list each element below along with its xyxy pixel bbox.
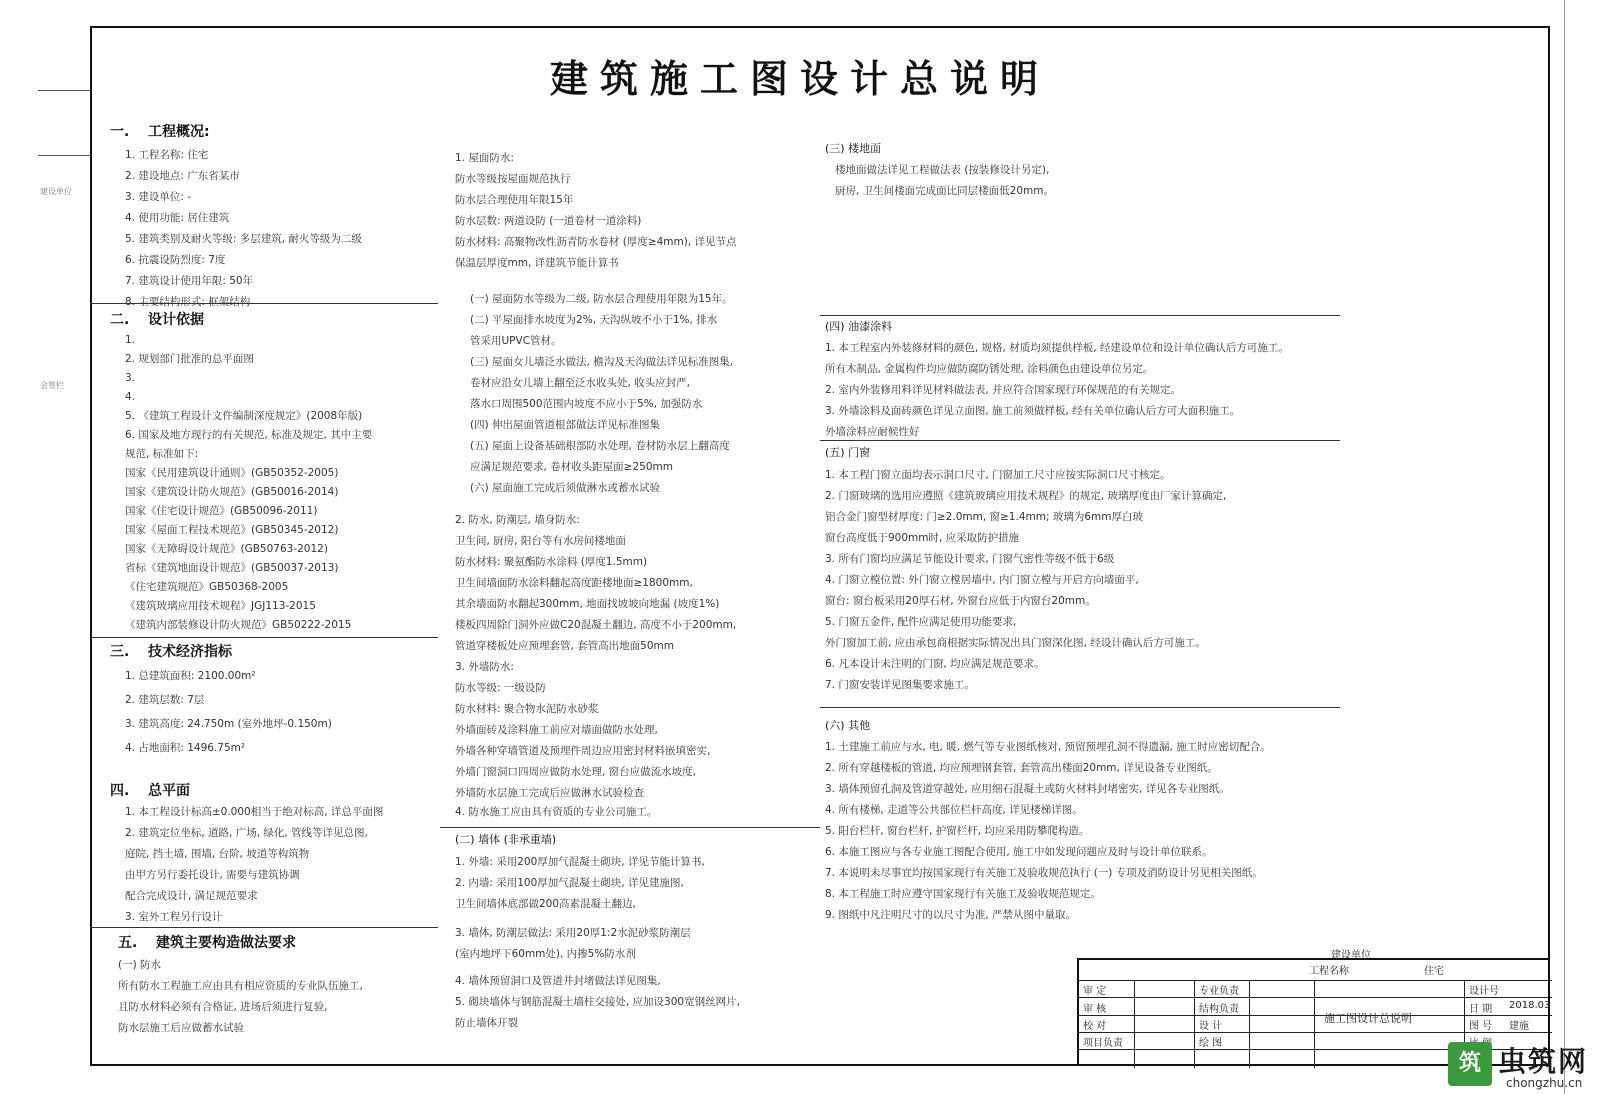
title-block-rule — [1079, 980, 1552, 981]
site-plan-line: 配合完成设计, 满足规范要求 — [125, 890, 258, 902]
mid-line: 1. 屋面防水: — [455, 152, 514, 164]
mid-line: 管采用UPVC管材。 — [470, 335, 562, 347]
section-divider — [820, 440, 1340, 441]
mid-line: 外墙门窗洞口四周应做防水处理, 窗台应做流水坡度, — [455, 766, 697, 778]
right-line: 4. 所有楼梯, 走道等公共部位栏杆高度, 详见楼梯详图。 — [825, 804, 1083, 816]
basis-line: 6. 国家及地方现行的有关规范, 标准及规定, 其中主要 — [125, 429, 373, 441]
basis-line: 国家《无障碍设计规范》(GB50763-2012) — [125, 543, 328, 555]
mid-line — [455, 915, 820, 923]
title-block-rule — [1249, 980, 1250, 1068]
basis-line: 国家《屋面工程技术规范》(GB50345-2012) — [125, 524, 339, 536]
mid-line: (六) 屋面施工完成后须做淋水或蓄水试验 — [470, 482, 661, 494]
title-block-rule — [1194, 980, 1195, 1068]
basis-line: 国家《住宅设计规范》(GB50096-2011) — [125, 505, 318, 517]
mid-line: 卫生间墙面防水涂料翻起高度距楼地面≥1800mm, — [455, 577, 693, 589]
date-label: 日 期 — [1469, 1004, 1493, 1015]
site-plan-line: 由甲方另行委托设计, 需要与建筑协调 — [125, 869, 300, 881]
indicators-list — [125, 664, 435, 760]
drafter-label: 绘 图 — [1199, 1038, 1223, 1049]
title-block-rule — [1079, 997, 1552, 998]
section-divider — [90, 637, 438, 638]
margin-divider — [38, 155, 90, 156]
mid-line: (室内地坪下60mm处), 内掺5%防水剂 — [455, 948, 636, 960]
site-plan-line: 2. 建筑定位坐标, 道路, 广场, 绿化, 管线等详见总图, — [125, 827, 368, 839]
mid-line: (三) 屋面女儿墙泛水做法, 檐沟及天沟做法详见标准图集, — [470, 356, 734, 368]
basis-line: 2. 规划部门批准的总平面图 — [125, 353, 254, 365]
overview-line: 6. 抗震设防烈度: 7度 — [125, 254, 226, 266]
date-value: 2018.03 — [1509, 1000, 1551, 1011]
right-line: 3. 所有门窗均应满足节能设计要求, 门窗气密性等级不低于6级 — [825, 553, 1115, 565]
structure-lead-label: 结构负责 — [1199, 1004, 1239, 1015]
site-plan-line: 1. 本工程设计标高±0.000相当于绝对标高, 详总平面图 — [125, 806, 384, 818]
indicator-line: 2. 建筑层数: 7层 — [125, 694, 205, 706]
mid-line: 防水材料: 高聚物改性沥青防水卷材 (厚度≥4mm), 详见节点 — [455, 236, 737, 248]
basis-list — [125, 331, 435, 635]
basis-line: 5. 《建筑工程设计文件编制深度规定》(2008年版) — [125, 410, 363, 422]
mid-line: 防水材料: 聚合物水泥防水砂浆 — [455, 703, 599, 715]
section-heading-construction: 五. 建筑主要构造做法要求 — [118, 935, 296, 951]
indicator-line: 3. 建筑高度: 24.750m (室外地坪-0.150m) — [125, 718, 332, 730]
overview-list — [125, 145, 425, 313]
right-line: 1. 土建施工前应与水, 电, 暖, 燃气等专业图纸核对, 预留预埋孔洞不得遗漏, 施工时应密切配合。 — [825, 741, 1271, 753]
right-line: 9. 图纸中凡注明尺寸的以尺寸为准, 严禁从图中量取。 — [825, 909, 1077, 921]
wall-block — [455, 852, 820, 1034]
designer-label: 设 计 — [1199, 1021, 1223, 1032]
mid-line: 2. 内墙: 采用100厚加气混凝土砌块, 详见建施图, — [455, 877, 684, 889]
overview-line: 3. 建设单位: - — [125, 191, 192, 203]
mid-line: 卷材应沿女儿墙上翻至泛水收头处, 收头应封严, — [470, 377, 691, 389]
basis-line: 4. — [125, 391, 136, 403]
project-value: 住宅 — [1424, 966, 1444, 977]
watermark-url: chongzhu.cn — [1506, 1076, 1583, 1090]
mid-line: 卫生间墙体底部做200高素混凝土翻边, — [455, 898, 636, 910]
watermark — [1448, 1040, 1596, 1094]
basis-line: 《建筑内部装修设计防火规范》GB50222-2015 — [125, 619, 352, 631]
mid-line: 4. 防水施工应由具有资质的专业公司施工。 — [455, 806, 658, 818]
paint-block — [825, 338, 1345, 443]
basis-line: 《建筑玻璃应用技术规程》JGJ113-2015 — [125, 600, 316, 612]
damp-proof-block — [455, 510, 820, 657]
mid-line: 2. 防水, 防潮层, 墙身防水: — [455, 514, 580, 526]
right-line: 1. 本工程门窗立面均表示洞口尺寸, 门窗加工尺寸应按实际洞口尺寸核定。 — [825, 469, 1171, 481]
right-line: 所有木制品, 金属构件均应做防腐防锈处理, 涂料颜色由建设单位另定。 — [825, 363, 1154, 375]
basis-line: 国家《建筑设计防火规范》(GB50016-2014) — [125, 486, 339, 498]
sheet-value: 建施 — [1509, 1021, 1529, 1032]
construction-line: 防水层施工后应做蓄水试验 — [118, 1022, 244, 1034]
overview-line: 4. 使用功能: 居住建筑 — [125, 212, 230, 224]
watermark-name: 虫筑网 — [1498, 1045, 1589, 1078]
margin-note: 会签栏 — [40, 381, 64, 390]
right-line: 2. 所有穿越楼板的管道, 均应预埋钢套管, 套管高出楼面20mm, 详见设备专业图纸。 — [825, 762, 1218, 774]
right-line: 7. 本说明未尽事宜均按国家现行有关施工及验收规范执行 (一) 专项及消防设计另见相关图纸。 — [825, 867, 1263, 879]
mid-line: 1. 外墙: 采用200厚加气混凝土砌块, 详见节能计算书, — [455, 856, 705, 868]
mid-line: 管道穿楼板处应预埋套管, 套管高出地面50mm — [455, 640, 674, 652]
indicator-line: 4. 占地面积: 1496.75m² — [125, 742, 246, 754]
mid-line: 落水口周围500范围内坡度不应小于5%, 加强防水 — [470, 398, 703, 410]
section-heading-indicators: 三. 技术经济指标 — [110, 644, 232, 660]
basis-line: 3. — [125, 372, 136, 384]
mid-line: 保温层厚度mm, 详建筑节能计算书 — [455, 257, 619, 269]
roof-notes-block — [470, 289, 820, 499]
overview-line: 7. 建筑设计使用年限: 50年 — [125, 275, 254, 287]
client-label: 建设单位 — [1331, 950, 1371, 961]
section-divider — [820, 315, 1340, 316]
mid-line: 外墙各种穿墙管道及预埋件周边应用密封材料嵌填密实, — [455, 745, 711, 757]
mid-line: 应满足规范要求, 卷材收头距屋面≥250mm — [470, 461, 673, 473]
right-line: 3. 墙体预留孔洞及管道穿越处, 应用细石混凝土或防火材料封堵密实, 详见各专业图纸。 — [825, 783, 1230, 795]
right-line: 外墙涂料应耐候性好 — [825, 426, 920, 438]
mid-line: (一) 屋面防水等级为二级, 防水层合理使用年限为15年。 — [470, 293, 733, 305]
basis-line: 规范, 标准如下: — [125, 448, 199, 460]
drawing-no-label: 设计号 — [1469, 986, 1499, 997]
right-line: 7. 门窗安装详见图集要求施工。 — [825, 679, 975, 691]
site-plan-line: 庭院, 挡土墙, 围墙, 台阶, 坡道等构筑物 — [125, 848, 310, 860]
mid-line: 3. 外墙防水: — [455, 661, 514, 673]
construction-line: (一) 防水 — [118, 959, 162, 971]
mid-line: 3. 墙体, 防潮层做法: 采用20厚1:2水泥砂浆防潮层 — [455, 927, 691, 939]
project-lead-label: 项目负责 — [1083, 1038, 1123, 1049]
review-label: 审 核 — [1083, 1004, 1107, 1015]
right-line: 厨房, 卫生间楼面完成面比同层楼面低20mm。 — [835, 185, 1054, 197]
right-line: 窗台: 窗台板采用20厚石材, 外窗台应低于内窗台20mm。 — [825, 595, 1096, 607]
mid-line: 防水层合理使用年限15年 — [455, 194, 574, 206]
basis-line: 《住宅建筑规范》GB50368-2005 — [125, 581, 289, 593]
section-divider — [820, 707, 1340, 708]
drawing-title: 建筑施工图设计总说明 — [549, 56, 1050, 101]
sheet-edge — [1564, 0, 1565, 1094]
right-line: 3. 外墙涂料及面砖颜色详见立面图, 施工前须做样板, 经有关单位确认后方可大面积施工。 — [825, 405, 1241, 417]
section-heading-overview: 一. 工程概况: — [110, 124, 210, 140]
basis-line: 1. — [125, 334, 136, 346]
right-line: 窗台高度低于900mm时, 应采取防护措施 — [825, 532, 1020, 544]
overview-line: 2. 建设地点: 广东省某市 — [125, 170, 240, 182]
right-line: 5. 门窗五金件, 配件应满足使用功能要求, — [825, 616, 1017, 628]
margin-note: 建设单位 — [40, 187, 72, 196]
approve-label: 审 定 — [1083, 986, 1107, 997]
overview-line: 1. 工程名称: 住宅 — [125, 149, 209, 161]
drawing-title-cell: 施工图设计总说明 — [1324, 1012, 1412, 1025]
roof-waterproof-block — [455, 148, 815, 274]
mid-line: 其余墙面防水翻起300mm, 地面找坡坡向地漏 (坡度1%) — [455, 598, 720, 610]
right-line: 6. 凡本设计未注明的门窗, 均应满足规范要求。 — [825, 658, 1045, 670]
right-line: 外门窗加工前, 应由承包商根据实际情况出具门窗深化图, 经设计确认后方可施工。 — [825, 637, 1206, 649]
mid-line: 外墙防水层施工完成后应做淋水试验检查 — [455, 787, 644, 799]
other-heading: (六) 其他 — [825, 719, 871, 732]
mid-line: 5. 砌块墙体与钢筋混凝土墙柱交接处, 应加设300宽钢丝网片, — [455, 996, 740, 1008]
basis-line: 省标《建筑地面设计规范》(GB50037-2013) — [125, 562, 339, 574]
overview-line: 5. 建筑类别及耐火等级: 多层建筑, 耐火等级为二级 — [125, 233, 362, 245]
section-heading-basis: 二. 设计依据 — [110, 312, 204, 328]
right-line: 2. 室内外装修用料详见材料做法表, 并应符合国家现行环保规范的有关规定。 — [825, 384, 1182, 396]
mid-line: (四) 伸出屋面管道根部做法详见标准图集 — [470, 419, 661, 431]
doors-windows-heading: (五) 门窗 — [825, 446, 871, 459]
exterior-wall-block — [455, 657, 820, 804]
watermark-logo-icon: 筑 — [1448, 1042, 1492, 1086]
discipline-lead-label: 专业负责 — [1199, 986, 1239, 997]
project-label: 工程名称 — [1309, 966, 1349, 977]
mid-line: (二) 平屋面排水坡度为2%, 天沟纵坡不小于1%, 排水 — [470, 314, 718, 326]
mid-line: 防水材料: 聚氨酯防水涂料 (厚度1.5mm) — [455, 556, 648, 568]
check-label: 校 对 — [1083, 1021, 1107, 1032]
right-line: 8. 本工程施工时应遵守国家现行有关施工及验收规范规定。 — [825, 888, 1101, 900]
title-block-rule — [1134, 980, 1135, 1068]
indicator-line: 1. 总建筑面积: 2100.00m² — [125, 670, 256, 682]
site-plan-line: 3. 室外工程另行设计 — [125, 911, 223, 923]
right-line: 1. 本工程室内外装修材料的颜色, 规格, 材质均须提供样板, 经建设单位和设计单位确认后方可施工。 — [825, 342, 1289, 354]
right-line: 4. 门窗立樘位置: 外门窗立樘居墙中, 内门窗立樘与开启方向墙面平, — [825, 574, 1139, 586]
title-block-rule — [1079, 1015, 1552, 1016]
mid-line: 防水等级: 一级设防 — [455, 682, 546, 694]
floor-block — [835, 160, 1155, 202]
overview-line: 8. 主要结构形式: 框架结构 — [125, 296, 251, 308]
construction-line: 所有防水工程施工应由具有相应资质的专业队伍施工, — [118, 980, 363, 992]
floor-heading: (三) 楼地面 — [825, 142, 882, 155]
mid-line: 防止墙体开裂 — [455, 1017, 518, 1029]
mid-line: 防水等级按屋面规范执行 — [455, 173, 571, 185]
construction-line: 且防水材料必须有合格证, 进场后须进行复验, — [118, 1001, 328, 1013]
section-heading-site-plan: 四. 总平面 — [110, 783, 190, 799]
right-line: 楼地面做法详见工程做法表 (按装修设计另定), — [835, 164, 1050, 176]
construction-list — [118, 955, 438, 1039]
right-line: 2. 门窗玻璃的选用应遵照《建筑玻璃应用技术规程》的规定, 玻璃厚度由厂家计算确定, — [825, 490, 1227, 502]
mid-line: 防水层数: 两道设防 (一道卷材一道涂料) — [455, 215, 642, 227]
right-line: 6. 本施工图应与各专业施工图配合使用, 施工中如发现问题应及时与设计单位联系。 — [825, 846, 1213, 858]
mid-line: 4. 墙体预留洞口及管道井封堵做法详见图集, — [455, 975, 661, 987]
mid-line: (五) 屋面上设备基础根部防水处理, 卷材防水层上翻高度 — [470, 440, 730, 452]
right-line: 5. 阳台栏杆, 窗台栏杆, 护窗栏杆, 均应采用防攀爬构造。 — [825, 825, 1090, 837]
title-block-rule — [1314, 980, 1315, 1068]
section-divider — [440, 827, 820, 828]
site-plan-list — [125, 802, 435, 928]
sheet-label: 图 号 — [1469, 1021, 1493, 1032]
mid-line: 卫生间, 厨房, 阳台等有水房间楼地面 — [455, 535, 626, 547]
doors-windows-block — [825, 465, 1345, 696]
right-line: 铝合金门窗型材厚度: 门≥2.0mm, 窗≥1.4mm; 玻璃为6mm厚白玻 — [825, 511, 1143, 523]
other-block — [825, 737, 1345, 926]
title-block-rule — [1079, 1032, 1552, 1033]
basis-line: 国家《民用建筑设计通则》(GB50352-2005) — [125, 467, 339, 479]
mid-line: 外墙面砖及涂料施工前应对墙面做防水处理, — [455, 724, 658, 736]
waterproof-contractor-block — [455, 802, 820, 823]
paint-heading: (四) 油漆涂料 — [825, 320, 893, 333]
wall-subheading: (二) 墙体 (非承重墙) — [455, 833, 557, 846]
mid-line: 楼板四周除门洞外应做C20混凝土翻边, 高度不小于200mm, — [455, 619, 737, 631]
